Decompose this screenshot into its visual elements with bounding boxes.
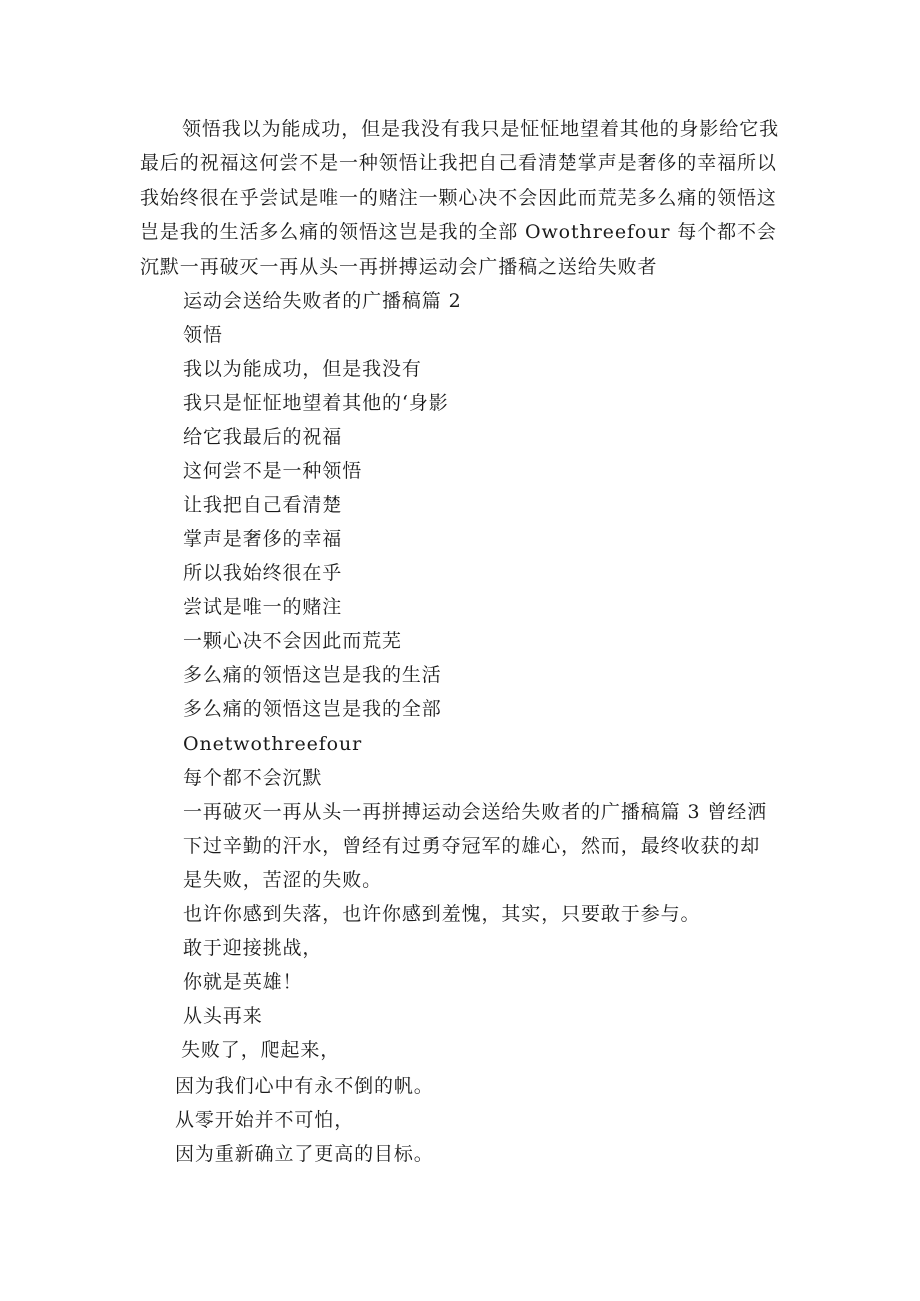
text-line: 下过辛勤的汗水，曾经有过勇夺冠军的雄心，然而，最终收获的却 xyxy=(183,835,761,857)
poem-line: Onetwothreefour xyxy=(183,733,363,755)
poem-line: 我只是怔怔地望着其他的‘身影 xyxy=(183,392,449,414)
poem-line: 尝试是唯一的赌注 xyxy=(183,596,343,618)
poem-line: 领悟 xyxy=(183,324,223,346)
text-line: 因为我们心中有永不倒的帆。 xyxy=(175,1075,434,1097)
text-line: 因为重新确立了更高的目标。 xyxy=(175,1143,434,1165)
text-line: 也许你感到失落，也许你感到羞愧，其实，只要敢于参与。 xyxy=(183,903,701,925)
poem-line: 多么痛的领悟这岂是我的生活 xyxy=(183,664,442,686)
poem-line: 我以为能成功，但是我没有 xyxy=(183,358,422,380)
poem-line: 多么痛的领悟这岂是我的全部 xyxy=(183,698,442,720)
poem-line: 每个都不会沉默 xyxy=(183,767,323,789)
first-paragraph: 领悟我以为能成功，但是我没有我只是怔怔地望着其他的身影给它我最后的祝福这何尝不是一种领悟让我把自己看清楚掌声是奢侈的幸福所以我始终很在乎尝试是唯一的赌注一颗心决不会因此而荒芜多么痛的领悟这岂是我的生活多么痛的领悟这岂是我的全部 Owothreefour 每个都不会沉默一再破灭一再从头一再拼搏运动会广播稿之送给失败者 xyxy=(140,118,780,278)
text-line: 从零开始并不可怕， xyxy=(175,1109,355,1131)
text-line: 从头再来 xyxy=(183,1005,263,1027)
poem-line: 这何尝不是一种领悟 xyxy=(183,460,363,482)
poem-line: 所以我始终很在乎 xyxy=(183,562,343,584)
poem-line: 一颗心决不会因此而荒芜 xyxy=(183,630,402,652)
section-heading: 运动会送给失败者的广播稿篇 2 xyxy=(183,290,462,312)
text-line: 是失败，苦涩的失败。 xyxy=(183,869,383,891)
text-line: 你就是英雄！ xyxy=(183,971,303,993)
poem-line: 掌声是奢侈的幸福 xyxy=(183,528,343,550)
poem-line: 让我把自己看清楚 xyxy=(183,494,343,516)
text-line: 失败了，爬起来， xyxy=(181,1039,341,1061)
text-line: 敢于迎接挑战， xyxy=(183,937,323,959)
poem-line: 给它我最后的祝福 xyxy=(183,426,343,448)
text-line: 一再破灭一再从头一再拼搏运动会送给失败者的广播稿篇 3 曾经洒 xyxy=(183,801,768,823)
